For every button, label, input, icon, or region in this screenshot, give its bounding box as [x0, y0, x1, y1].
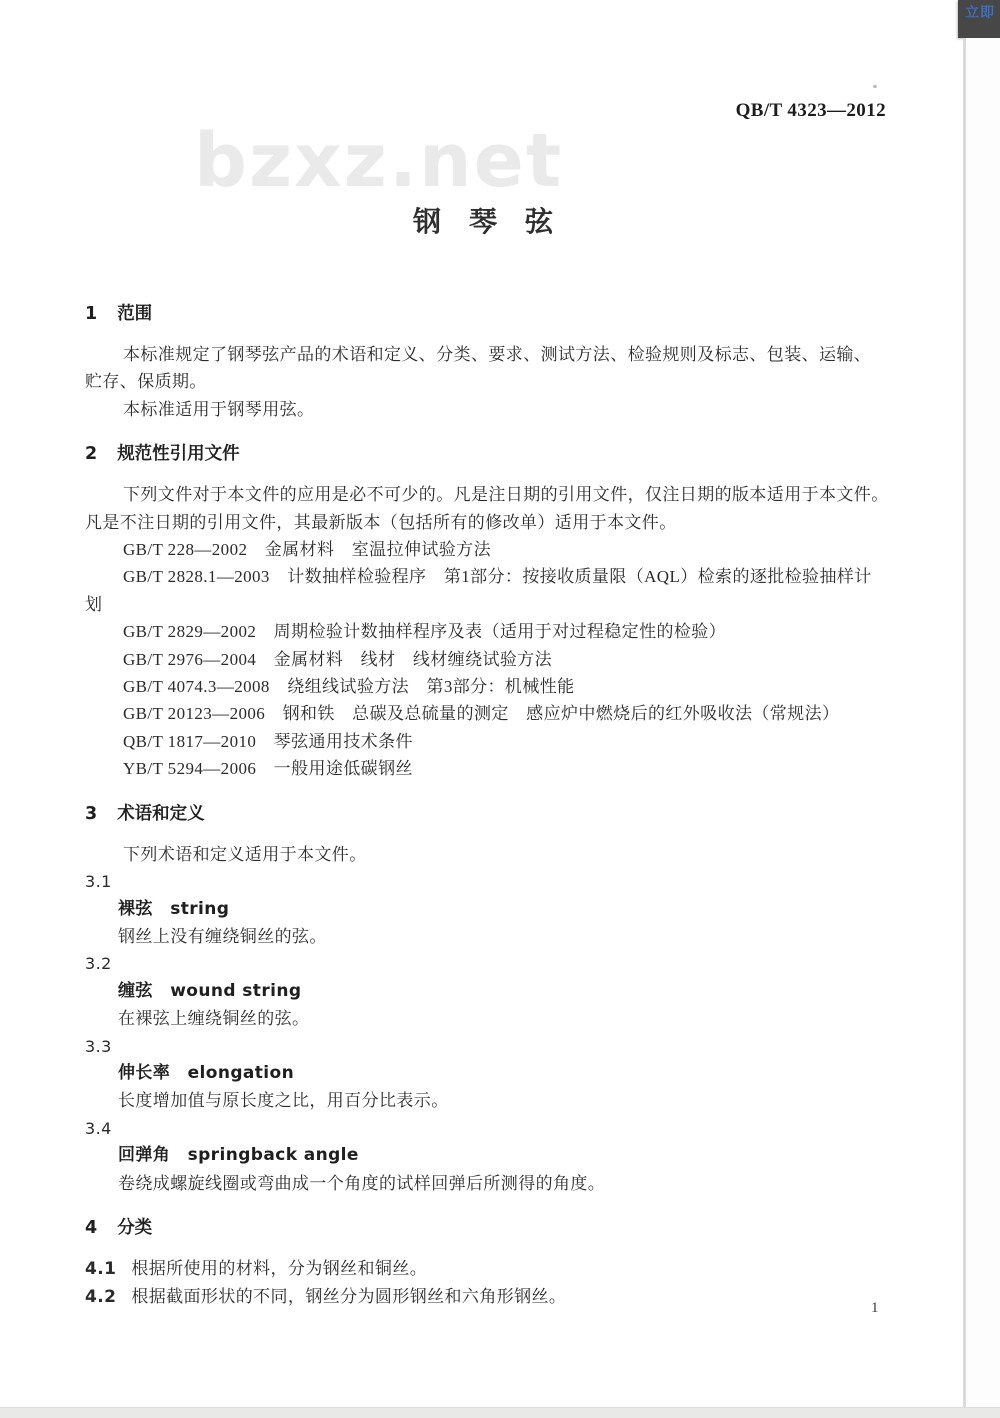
term-number: 3.4 [85, 1118, 112, 1138]
paragraph-line: 本标准规定了钢琴弦产品的术语和定义、分类、要求、测试方法、检验规则及标志、包装、运输、 [123, 345, 872, 364]
clause-line [85, 1255, 910, 1283]
reference-item: GB/T 228—2002 金属材料 室温拉伸试验方法 [123, 540, 491, 560]
reference-item: GB/T 4074.3—2008 绕组线试验方法 第3部分：机械性能 [123, 677, 575, 697]
reference-item: YB/T 5294—2006 一般用途低碳钢丝 [123, 759, 413, 779]
document-title: 钢 琴 弦 [412, 207, 553, 238]
term-name: 裸弦 string [118, 898, 230, 919]
section-heading [85, 301, 910, 328]
paragraph-line: 贮存、保质期。 [85, 372, 207, 392]
section-heading-number: 3 [85, 803, 98, 824]
section-heading-text: 范围 [117, 304, 153, 324]
section-heading-text: 分类 [117, 1217, 153, 1238]
term-definition: 钢丝上没有缠绕铜丝的弦。 [118, 926, 327, 946]
section-heading [85, 1215, 910, 1242]
scan-right-margin [966, 38, 1000, 1408]
clause-line-text: 根据截面形状的不同，钢丝分为圆形钢丝和六角形钢丝。 [131, 1287, 567, 1307]
download-button-label: 立即 [965, 5, 995, 21]
reference-item: QB/T 1817—2010 琴弦通用技术条件 [123, 731, 413, 751]
paragraph-line: 下列术语和定义适用于本文件。 [123, 844, 367, 864]
term-definition: 卷绕成螺旋线圈或弯曲成一个角度的试样回弹后所测得的角度。 [118, 1173, 606, 1193]
section-heading-number: 4 [85, 1217, 98, 1238]
paragraph-line: 下列文件对于本文件的应用是必不可少的。凡是注日期的引用文件，仅注日期的版本适用于本文件。 [123, 485, 889, 505]
clause-line-text: 根据所使用的材料，分为钢丝和铜丝。 [131, 1258, 428, 1278]
page-edge-line [963, 38, 966, 1408]
paragraph-line: 凡是不注日期的引用文件，其最新版本（包括所有的修改单）适用于本文件。 [85, 512, 677, 532]
term-number: 3.1 [85, 872, 112, 892]
bottom-scan-strip [0, 1407, 1000, 1418]
paragraph-line: 本标准适用于钢琴用弦。 [123, 399, 315, 419]
section-heading [85, 801, 910, 828]
download-button[interactable] [958, 0, 1000, 38]
clause-line-number: 4.1 [85, 1258, 117, 1279]
paragraph-line: 划 [85, 594, 103, 614]
term-definition: 在裸弦上缠绕铜丝的弦。 [118, 1009, 310, 1029]
standard-code: QB/T 4323—2012 [735, 100, 886, 121]
document-body [85, 301, 910, 1312]
section-heading-number: 2 [85, 444, 98, 465]
reference-item: GB/T 2976—2004 金属材料 线材 线材缠绕试验方法 [123, 649, 553, 669]
reference-item: GB/T 2828.1—2003 计数抽样检验程序 第1部分：按接收质量限（AQL）检索的逐批检验抽样计 [123, 567, 872, 587]
term-number: 3.2 [85, 954, 112, 974]
reference-item: GB/T 20123—2006 钢和铁 总碳及总硫量的测定 感应炉中燃烧后的红外吸收法（常规法） [123, 704, 840, 724]
page-number: 1 [871, 1300, 879, 1316]
section-heading-text: 规范性引用文件 [117, 444, 240, 465]
term-name: 回弹角 springback angle [118, 1145, 359, 1166]
scan-artifact-dot [873, 85, 877, 88]
watermark-text: bzxz.net [194, 118, 564, 204]
clause-line-number: 4.2 [85, 1287, 117, 1308]
term-name: 缠弦 wound string [118, 980, 302, 1001]
term-number: 3.3 [85, 1036, 112, 1056]
section-heading-text: 术语和定义 [117, 803, 205, 824]
reference-item: GB/T 2829—2002 周期检验计数抽样程序及表（适用于对过程稳定性的检验） [123, 622, 727, 642]
section-heading [85, 441, 910, 468]
term-definition: 长度增加值与原长度之比，用百分比表示。 [118, 1091, 449, 1111]
term-name: 伸长率 elongation [118, 1062, 295, 1083]
section-heading-number: 1 [85, 304, 98, 324]
clause-line [85, 1283, 910, 1311]
